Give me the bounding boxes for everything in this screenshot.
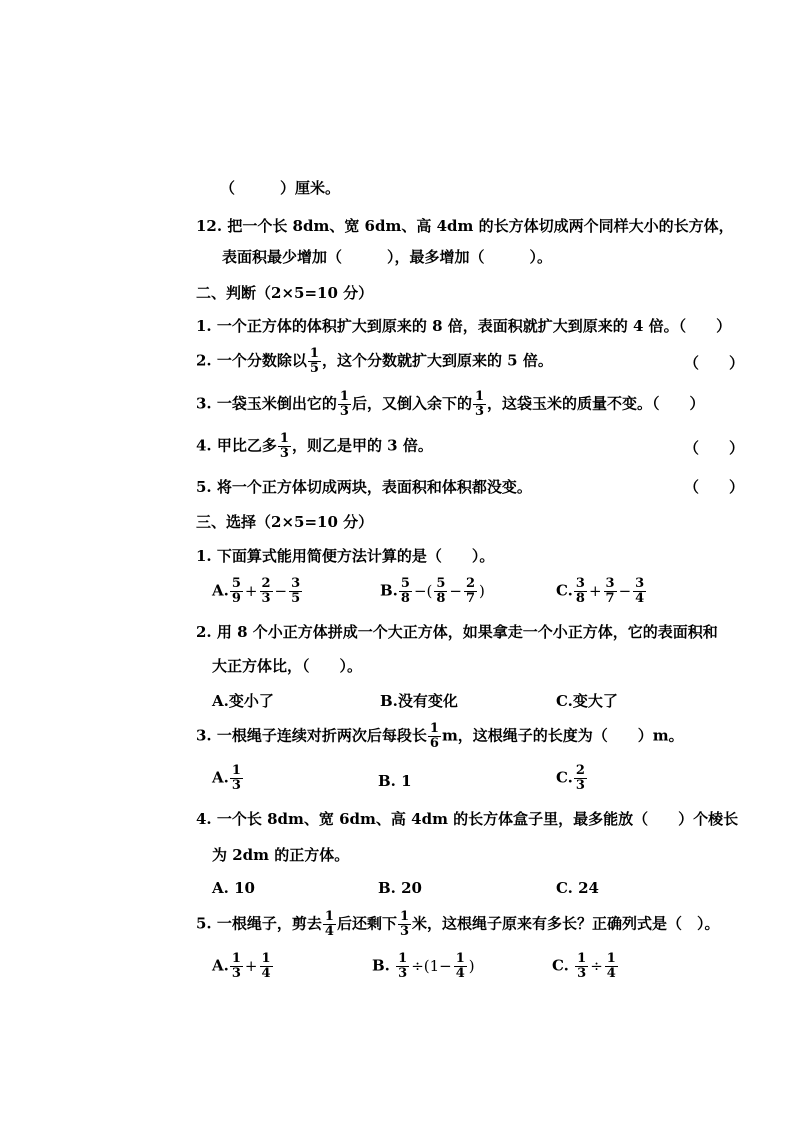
- choice-q2-option-b: B.没有变化: [380, 692, 458, 710]
- judge-item-2-pre: 2. 一个分数除以: [196, 351, 307, 370]
- option-label: B.: [372, 956, 390, 975]
- fraction-denominator: 4: [261, 966, 271, 981]
- fraction-denominator: 3: [279, 446, 289, 461]
- operator: +: [244, 581, 258, 600]
- choice-q3-stem: [196, 722, 684, 751]
- judge-item-1-bracket: （ ）: [678, 317, 732, 335]
- option-label: B.: [380, 581, 398, 600]
- choice-q5-pre: 5. 一根绳子，剪去: [196, 914, 322, 933]
- fraction-numerator: 5: [231, 576, 241, 591]
- fraction-numerator: 1: [231, 763, 241, 778]
- choice-q4-line1: 4. 一个长 8dm、宽 6dm、高 4dm 的长方体盒子里，最多能放（ ）个棱长: [196, 810, 739, 828]
- judge-heading: 二、判断（2×5=10 分）: [196, 284, 374, 302]
- option-label: A.: [212, 768, 229, 787]
- fraction-numerator: 1: [261, 951, 271, 966]
- fraction-numerator: 3: [605, 576, 615, 591]
- fraction-denominator: 7: [466, 591, 476, 606]
- operator: ÷(1−: [411, 956, 452, 975]
- operator: +: [588, 581, 602, 600]
- choice-q2-option-a: A.变小了: [212, 692, 274, 710]
- choice-q5-option-b: [372, 952, 476, 981]
- fraction-denominator: 3: [577, 966, 587, 981]
- fraction-numerator: 1: [279, 431, 289, 446]
- fraction: [574, 764, 587, 793]
- operator: ): [468, 956, 475, 975]
- fraction-numerator: 5: [436, 576, 446, 591]
- judge-item-4: [196, 432, 433, 461]
- judge-item-3-pre: 3. 一袋玉米倒出它的: [196, 394, 337, 413]
- fraction-denominator: 3: [398, 966, 408, 981]
- fraction: [278, 432, 291, 461]
- q12-line2: 表面积最少增加（ ），最多增加（ ）。: [222, 248, 553, 266]
- fraction-numerator: 1: [474, 389, 484, 404]
- fraction: [289, 577, 302, 606]
- choice-q3-post: m，这根绳子的长度为（ ）m。: [441, 726, 684, 745]
- fraction-denominator: 6: [429, 736, 439, 751]
- fraction: [604, 577, 617, 606]
- fraction-denominator: 3: [339, 404, 349, 419]
- choice-q4-option-b: B. 20: [378, 879, 422, 897]
- judge-item-3-post: ，这袋玉米的质量不变。: [487, 394, 653, 413]
- choice-q1-stem: 1. 下面算式能用简便方法计算的是（ ）。: [196, 547, 495, 565]
- fraction-denominator: 9: [231, 591, 241, 606]
- judge-item-1-text: 1. 一个正方体的体积扩大到原来的 8 倍，表面积就扩大到原来的 4 倍。: [196, 317, 679, 335]
- option-label: C.: [556, 768, 573, 787]
- fraction: [464, 577, 477, 606]
- judge-item-5-bracket: （ ）: [684, 478, 745, 496]
- choice-q3-option-a: [212, 764, 244, 793]
- fraction-denominator: 8: [575, 591, 585, 606]
- fraction: [230, 952, 243, 981]
- fraction-numerator: 1: [309, 346, 319, 361]
- fraction-numerator: 1: [399, 909, 409, 924]
- fraction-denominator: 4: [455, 966, 465, 981]
- choice-q4-line2: 为 2dm 的正方体。: [212, 846, 350, 864]
- choice-q4-option-a: A. 10: [212, 879, 255, 897]
- choice-q2-line1: 2. 用 8 个小正方体拼成一个大正方体，如果拿走一个小正方体，它的表面积和: [196, 623, 718, 641]
- fraction: [434, 577, 447, 606]
- judge-item-2-post: ，这个分数就扩大到原来的 5 倍。: [321, 351, 553, 370]
- q11-tail: （ ）厘米。: [220, 179, 341, 197]
- operator: −(: [413, 581, 433, 600]
- judge-item-3-mid: 后，又倒入余下的: [351, 394, 472, 413]
- choice-q5-option-c: [552, 952, 619, 981]
- fraction: [230, 764, 243, 793]
- judge-item-3-bracket: （ ）: [652, 394, 705, 413]
- fraction-numerator: 1: [577, 951, 587, 966]
- fraction: [323, 910, 336, 939]
- fraction: [399, 577, 412, 606]
- choice-q4-option-c: C. 24: [556, 879, 599, 897]
- judge-item-3: [196, 390, 705, 419]
- fraction-numerator: 1: [606, 951, 616, 966]
- fraction-numerator: 3: [575, 576, 585, 591]
- fraction-numerator: 1: [398, 951, 408, 966]
- fraction: [260, 952, 273, 981]
- fraction-numerator: 1: [455, 951, 465, 966]
- option-label: C.: [552, 956, 569, 975]
- choice-q3-option-c: [556, 764, 588, 793]
- fraction: [605, 952, 618, 981]
- fraction-denominator: 4: [606, 966, 616, 981]
- judge-item-4-post: ，则乙是甲的 3 倍。: [291, 436, 433, 455]
- fraction-denominator: 3: [261, 591, 271, 606]
- judge-item-4-bracket: （ ）: [684, 439, 745, 457]
- choice-heading: 三、选择（2×5=10 分）: [196, 513, 374, 531]
- fraction-denominator: 3: [231, 778, 241, 793]
- choice-q5-mid: 后还剩下: [336, 914, 397, 933]
- fraction-numerator: 2: [261, 576, 271, 591]
- fraction-denominator: 8: [436, 591, 446, 606]
- operator: ÷: [590, 956, 603, 975]
- fraction-numerator: 5: [400, 576, 410, 591]
- choice-q3-pre: 3. 一根绳子连续对折两次后每段长: [196, 726, 427, 745]
- fraction-numerator: 1: [429, 721, 439, 736]
- choice-q1-option-a: [212, 577, 303, 606]
- operator: +: [244, 956, 258, 975]
- option-label: C.: [556, 581, 573, 600]
- choice-q3-option-b: B. 1: [378, 772, 412, 790]
- fraction-numerator: 1: [231, 951, 241, 966]
- fraction-denominator: 7: [605, 591, 615, 606]
- choice-q1-option-b: [380, 577, 486, 606]
- fraction-numerator: 3: [291, 576, 301, 591]
- fraction: [633, 577, 646, 606]
- option-label: A.: [212, 581, 229, 600]
- fraction: [398, 910, 411, 939]
- judge-item-2: [196, 347, 553, 376]
- fraction-denominator: 3: [575, 778, 585, 793]
- option-label: A.: [212, 956, 229, 975]
- operator: −: [618, 581, 632, 600]
- fraction: [454, 952, 467, 981]
- judge-item-4-pre: 4. 甲比乙多: [196, 436, 277, 455]
- fraction: [473, 390, 486, 419]
- operator: ): [479, 581, 485, 600]
- fraction: [338, 390, 351, 419]
- fraction: [428, 722, 441, 751]
- fraction-numerator: 2: [575, 763, 585, 778]
- fraction: [575, 952, 588, 981]
- fraction: [260, 577, 273, 606]
- fraction-denominator: 3: [399, 924, 409, 939]
- fraction-denominator: 5: [309, 361, 319, 376]
- fraction-denominator: 5: [291, 591, 301, 606]
- fraction-denominator: 3: [474, 404, 484, 419]
- fraction-numerator: 3: [635, 576, 645, 591]
- choice-q5-option-a: [212, 952, 274, 981]
- operator: −: [449, 581, 462, 600]
- choice-q1-option-c: [556, 577, 647, 606]
- judge-item-2-bracket: （ ）: [684, 354, 745, 372]
- choice-q5-stem: [196, 910, 720, 939]
- q12-line1: 12. 把一个长 8dm、宽 6dm、高 4dm 的长方体切成两个同样大小的长方体，: [196, 217, 734, 235]
- judge-item-1: [196, 316, 731, 336]
- choice-q5-post: 米，这根绳子原来有多长？正确列式是（ ）。: [412, 914, 720, 933]
- fraction-numerator: 1: [324, 909, 334, 924]
- fraction-denominator: 4: [324, 924, 334, 939]
- fraction: [574, 577, 587, 606]
- fraction-numerator: 2: [466, 576, 476, 591]
- judge-item-5: 5. 将一个正方体切成两块，表面积和体积都没变。: [196, 478, 532, 496]
- fraction: [308, 347, 321, 376]
- fraction-denominator: 4: [635, 591, 645, 606]
- fraction: [230, 577, 243, 606]
- fraction-denominator: 8: [400, 591, 410, 606]
- choice-q2-line2: 大正方体比，（ ）。: [212, 657, 363, 675]
- fraction-denominator: 3: [231, 966, 241, 981]
- fraction-numerator: 1: [339, 389, 349, 404]
- choice-q2-option-c: C.变大了: [556, 692, 618, 710]
- fraction: [396, 952, 409, 981]
- operator: −: [274, 581, 288, 600]
